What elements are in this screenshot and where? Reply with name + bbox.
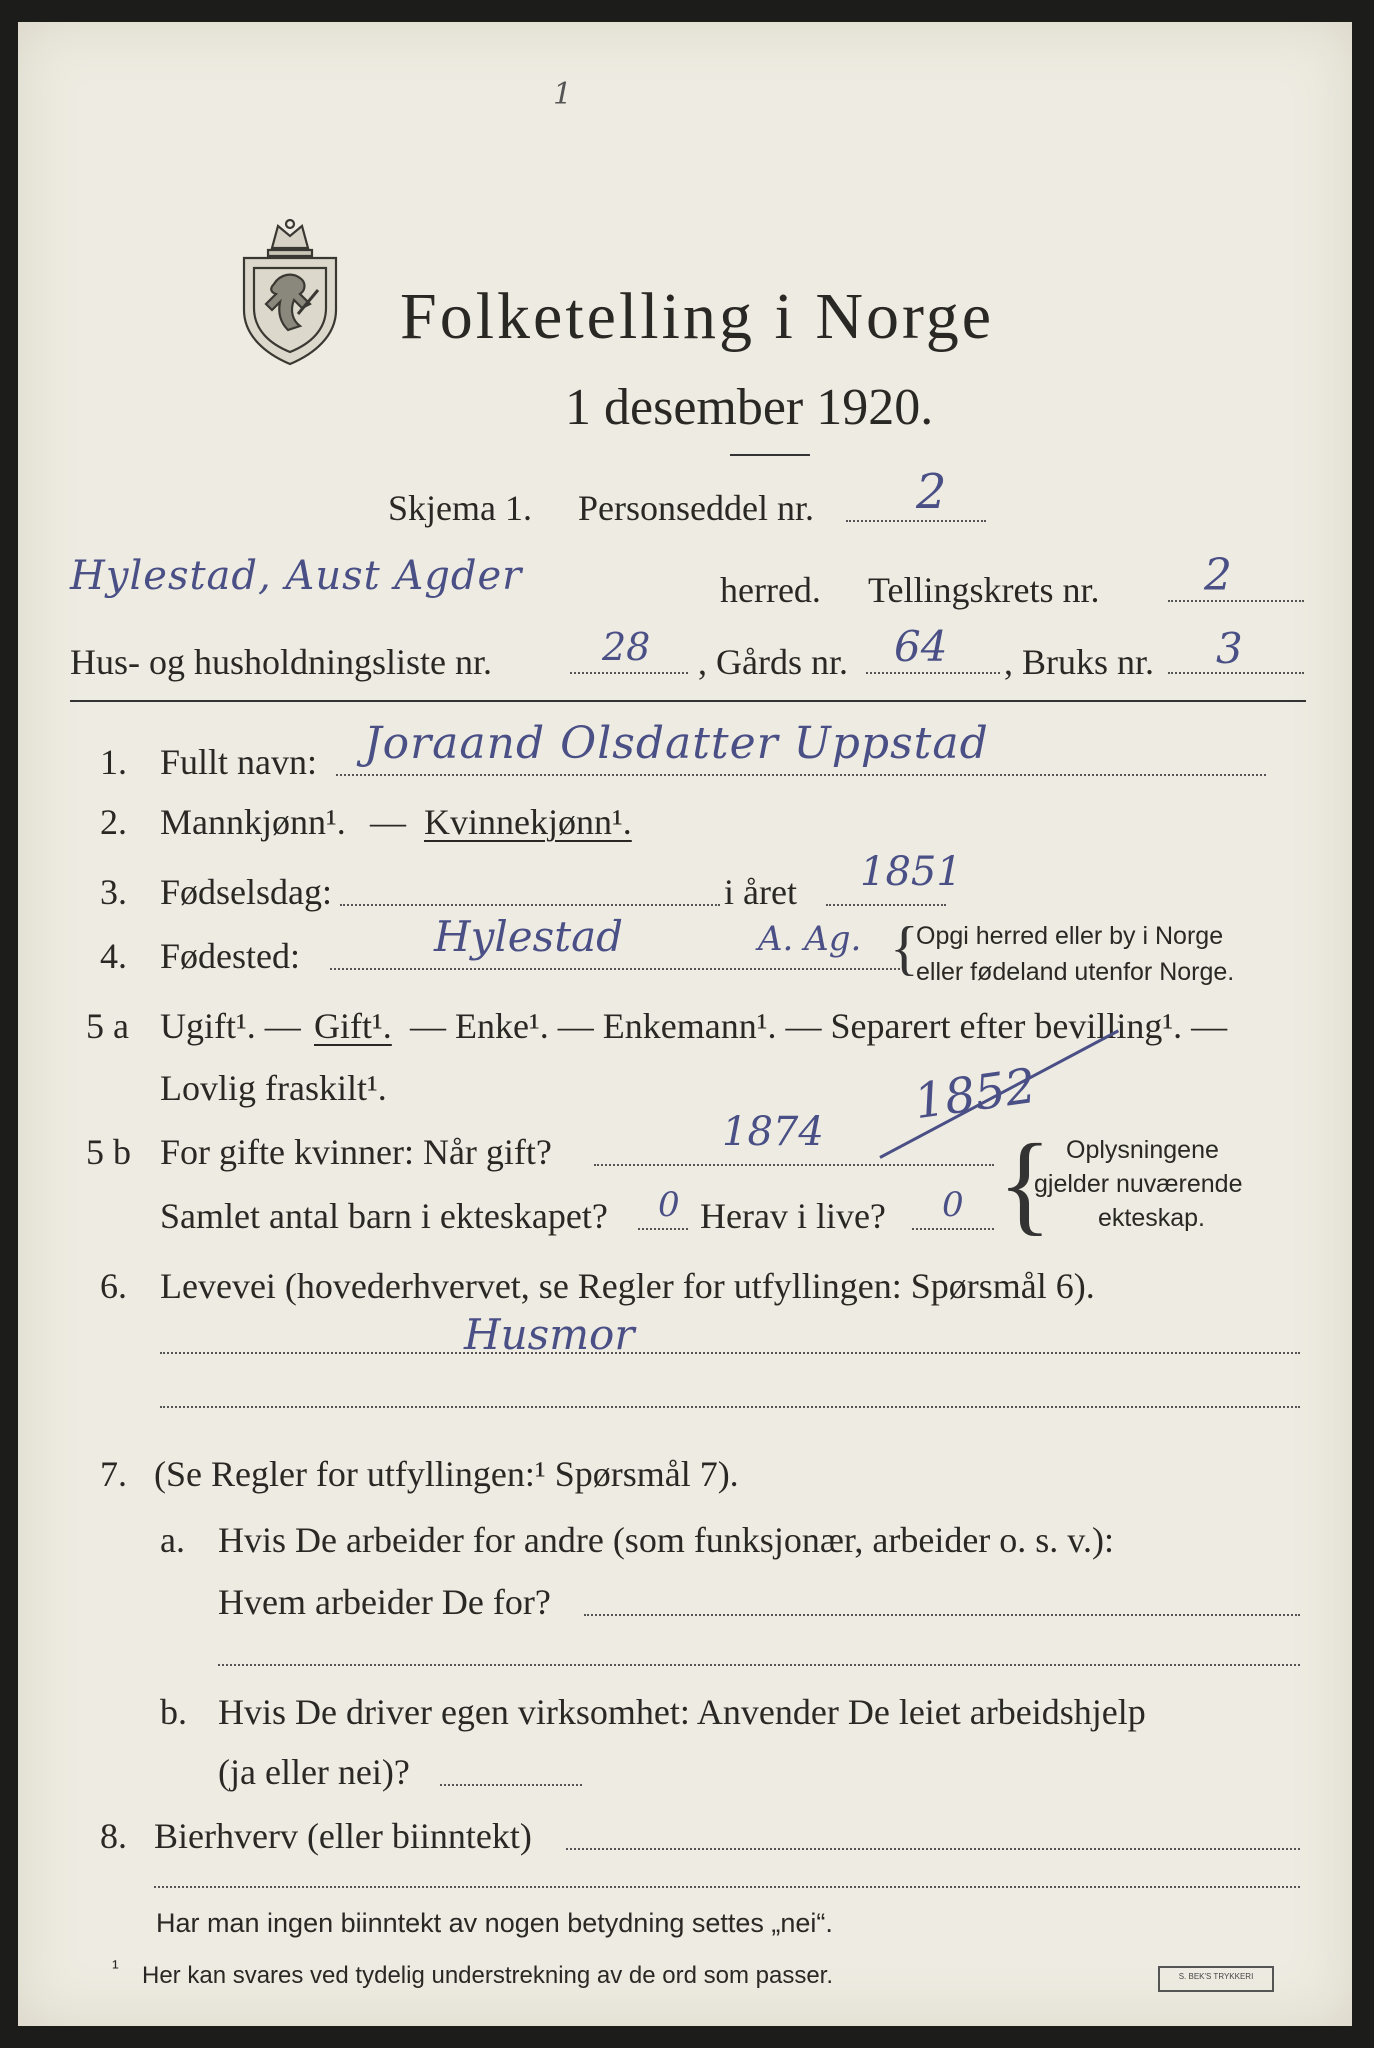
- q5b-alive-label: Herav i live?: [700, 1196, 886, 1236]
- census-form-page: [18, 22, 1352, 2026]
- q2-female-option[interactable]: Kvinnekjønn¹.: [424, 802, 632, 842]
- title-divider: [730, 454, 810, 456]
- gards-label: , Gårds nr.: [698, 642, 848, 682]
- q8-number: 8.: [100, 1816, 127, 1856]
- q5b-brace: {: [998, 1122, 1052, 1246]
- footnote-text: Her kan svares ved tydelig understrekning av de ord som passer.: [142, 1962, 834, 1989]
- footer-note: Har man ingen biinntekt av nogen betydning settes „nei“.: [156, 1908, 833, 1938]
- marriage-year-value[interactable]: 1874: [722, 1109, 824, 1155]
- printer-stamp-icon: [1158, 1966, 1274, 1992]
- q8-line2: [154, 1886, 1300, 1888]
- q5a-divorced-option[interactable]: Lovlig fraskilt¹.: [160, 1068, 387, 1108]
- herred-value[interactable]: Hylestad, Aust Agder: [70, 553, 523, 599]
- q6-number: 6.: [100, 1266, 127, 1306]
- q5b-number: 5 b: [86, 1132, 131, 1172]
- q8-line1: [566, 1848, 1300, 1850]
- q5b-alive-line: [912, 1228, 994, 1230]
- q1-line: [336, 774, 1266, 776]
- occupation-value[interactable]: Husmor: [464, 1310, 635, 1359]
- children-alive-value[interactable]: 0: [942, 1185, 964, 1225]
- husliste-line: [570, 672, 688, 674]
- top-tick-mark: 1: [553, 77, 573, 112]
- q4-note-line2: eller fødeland utenfor Norge.: [916, 958, 1235, 986]
- q3-line: [340, 904, 720, 906]
- gards-line: [866, 672, 1000, 674]
- header-divider: [70, 700, 1306, 702]
- q3-label: Fødselsdag:: [160, 872, 333, 912]
- q5a-other-options[interactable]: — Enke¹. — Enkemann¹. — Separert efter bevilling¹. —: [410, 1006, 1228, 1046]
- tellingskrets-value[interactable]: 2: [1204, 550, 1232, 601]
- q6-line1: [160, 1352, 1300, 1354]
- q4-brace: {: [890, 915, 919, 981]
- personseddel-value[interactable]: 2: [916, 464, 947, 520]
- q5b-note-line2: gjelder nuværende: [1034, 1170, 1243, 1198]
- q4-line: [330, 968, 900, 970]
- q4-note-line1: Opgi herred eller by i Norge: [916, 922, 1224, 950]
- birthplace-value[interactable]: Hylestad: [434, 912, 623, 961]
- q5b-note-line1: Oplysningene: [1066, 1136, 1219, 1164]
- q4-label: Fødested:: [160, 936, 300, 976]
- q7a-sub-label: Hvem arbeider De for?: [218, 1582, 551, 1622]
- personseddel-line: [846, 520, 986, 522]
- full-name-value[interactable]: Joraand Olsdatter Uppstad: [364, 718, 989, 769]
- schema-label: Skjema 1.: [388, 488, 532, 528]
- q5b-note-line3: ekteskap.: [1098, 1204, 1206, 1232]
- q5a-unmarried-option[interactable]: Ugift¹. —: [160, 1006, 301, 1046]
- bruks-value[interactable]: 3: [1216, 624, 1243, 673]
- q7b-sub-label: (ja eller nei)?: [218, 1752, 410, 1792]
- q3-year-line: [826, 904, 946, 906]
- q3-year-label: i året: [724, 872, 797, 912]
- bruks-label: , Bruks nr.: [1004, 642, 1155, 682]
- form-title: Folketelling i Norge: [400, 280, 995, 353]
- q5b-label: For gifte kvinner: Når gift?: [160, 1132, 552, 1172]
- q1-number: 1.: [100, 742, 127, 782]
- q4-number: 4.: [100, 936, 127, 976]
- norway-coat-of-arms-icon: [230, 218, 350, 366]
- q2-number: 2.: [100, 802, 127, 842]
- q7a-line2: [218, 1664, 1300, 1666]
- tellingskrets-label: Tellingskrets nr.: [868, 570, 1100, 610]
- q7-label: (Se Regler for utfyllingen:¹ Spørsmål 7).: [154, 1454, 739, 1494]
- gards-value[interactable]: 64: [894, 622, 948, 671]
- q7-number: 7.: [100, 1454, 127, 1494]
- q1-label: Fullt navn:: [160, 742, 318, 782]
- census-date: 1 desember 1920.: [565, 379, 934, 436]
- q7a-letter: a.: [160, 1520, 185, 1560]
- q2-male-option[interactable]: Mannkjønn¹.: [160, 802, 346, 842]
- q6-line2: [160, 1406, 1300, 1408]
- printer-stamp-text: S. BEK'S TRYKKERI: [1178, 1972, 1254, 1981]
- q7b-letter: b.: [160, 1692, 187, 1732]
- birthplace-county-value[interactable]: A. Ag.: [758, 919, 862, 959]
- q5a-married-option[interactable]: Gift¹.: [314, 1006, 392, 1046]
- q3-number: 3.: [100, 872, 127, 912]
- q8-label: Bierhverv (eller biinntekt): [154, 1816, 532, 1856]
- q5b-children-label: Samlet antal barn i ekteskapet?: [160, 1196, 608, 1236]
- q7b-line: [440, 1784, 582, 1786]
- q7a-label: Hvis De arbeider for andre (som funksjonær, arbeider o. s. v.):: [218, 1520, 1114, 1560]
- q6-label: Levevei (hovederhvervet, se Regler for utfyllingen: Spørsmål 6).: [160, 1266, 1095, 1306]
- children-count-value[interactable]: 0: [658, 1185, 680, 1225]
- q7b-label: Hvis De driver egen virksomhet: Anvender De leiet arbeidshjelp: [218, 1692, 1146, 1732]
- herred-label: herred.: [720, 570, 821, 610]
- q5b-line: [594, 1164, 994, 1166]
- marriage-year-correction[interactable]: 1852: [910, 1057, 1040, 1131]
- q2-dash: —: [370, 802, 406, 842]
- birth-year-value[interactable]: 1851: [860, 849, 962, 895]
- tellingskrets-line: [1168, 600, 1304, 602]
- footnote-mark: ¹: [112, 1957, 119, 1979]
- q5b-children-line: [638, 1228, 688, 1230]
- q5a-number: 5 a: [86, 1006, 129, 1046]
- personseddel-label: Personseddel nr.: [578, 488, 814, 528]
- husliste-label: Hus- og husholdningsliste nr.: [70, 642, 493, 682]
- husliste-value[interactable]: 28: [602, 625, 651, 669]
- q7a-line1: [584, 1614, 1300, 1616]
